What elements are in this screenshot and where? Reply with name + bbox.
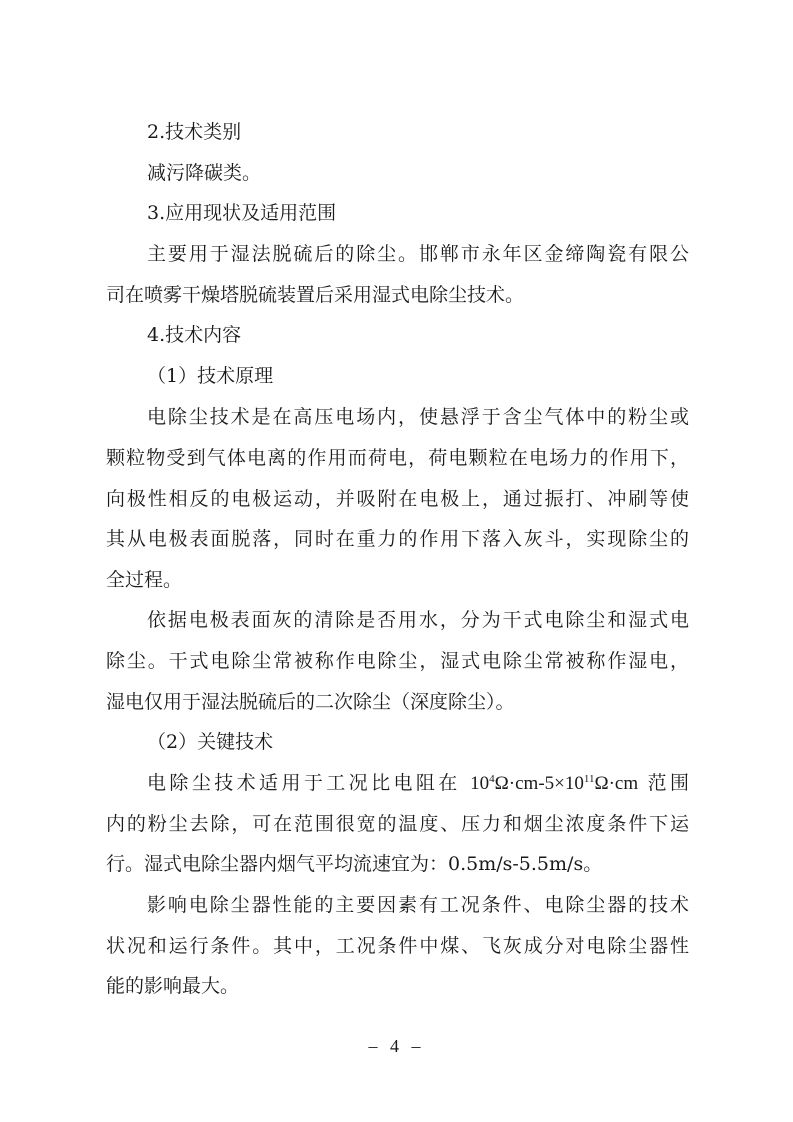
section-4-heading: 4.技术内容	[147, 324, 242, 346]
resistivity-mid: Ω·cm-5×10	[494, 773, 584, 794]
resistivity-low-base: 10	[470, 773, 490, 794]
subsection-2-heading: （2）关键技术	[147, 731, 274, 753]
paragraph-line: 全过程。	[106, 569, 183, 591]
paragraph-line: 湿电仅用于湿法脱硫后的二次除尘（深度除尘）。	[106, 691, 515, 713]
section-3-body-line: 司在喷雾干燥塔脱硫装置后采用湿式电除尘技术。	[106, 284, 525, 306]
resistivity-line	[147, 771, 689, 796]
paragraph-line: 能的影响最大。	[106, 975, 240, 997]
resistivity-high-exponent: 11	[583, 773, 595, 785]
paragraph-line: 行。湿式电除尘器内烟气平均流速宜为：0.5m/s-5.5m/s。	[106, 853, 603, 875]
paragraph-line: 电除尘技术是在高压电场内，使悬浮于含尘气体中的粉尘或	[147, 406, 689, 428]
page-number: – 4 –	[368, 1036, 425, 1056]
paragraph-line: 内的粉尘去除，可在范围很宽的温度、压力和烟尘浓度条件下运	[106, 813, 689, 835]
paragraph-line: 其从电极表面脱落，同时在重力的作用下落入灰斗，实现除尘的	[106, 528, 689, 550]
resistivity-text: 电除尘技术适用于工况比电阻在	[147, 772, 471, 794]
resistivity-low-exponent: 4	[489, 773, 495, 785]
paragraph-line: 状况和运行条件。其中，工况条件中煤、飞灰成分对电除尘器性	[106, 935, 689, 957]
paragraph-line: 颗粒物受到气体电离的作用而荷电，荷电颗粒在电场力的作用下，	[106, 447, 689, 469]
section-3-heading: 3.应用现状及适用范围	[147, 202, 337, 224]
section-2-heading: 2.技术类别	[147, 121, 242, 143]
section-2-body: 减污降碳类。	[147, 162, 262, 184]
paragraph-line: 除尘。干式电除尘常被称作电除尘，湿式电除尘常被称作湿电，	[106, 650, 689, 672]
resistivity-unit: Ω·cm	[594, 773, 639, 794]
subsection-1-heading: （1）技术原理	[147, 365, 274, 387]
paragraph-line: 依据电极表面灰的清除是否用水，分为干式电除尘和湿式电	[147, 609, 689, 631]
section-3-body-line: 主要用于湿法脱硫后的除尘。邯郸市永年区金缔陶瓷有限公	[147, 243, 689, 265]
paragraph-line: 影响电除尘器性能的主要因素有工况条件、电除尘器的技术	[147, 894, 689, 916]
resistivity-suffix: 范围	[638, 772, 689, 794]
paragraph-line: 向极性相反的电极运动，并吸附在电极上，通过振打、冲刷等使	[106, 488, 689, 510]
